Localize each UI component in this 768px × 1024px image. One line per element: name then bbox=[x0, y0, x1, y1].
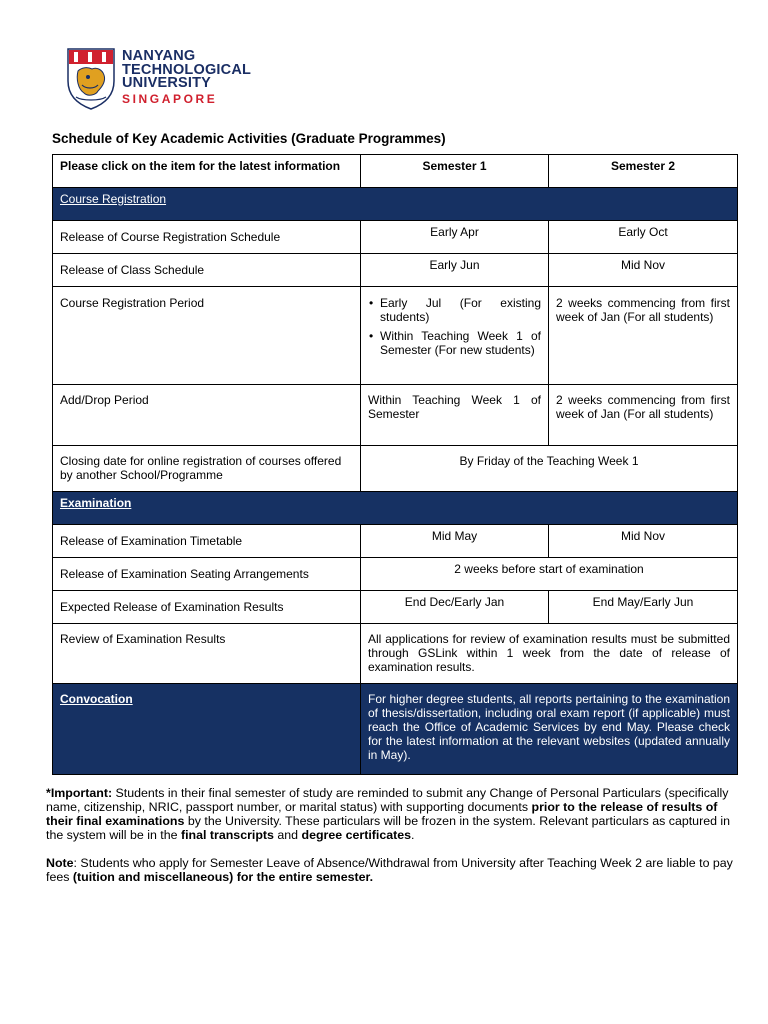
note-emphasis: prior to the release of results of their final examinations bbox=[46, 800, 718, 828]
university-crest-icon bbox=[66, 47, 116, 111]
document-title: Schedule of Key Academic Activities (Graduate Programmes) bbox=[52, 131, 446, 146]
logo-line-4: SINGAPORE bbox=[122, 91, 218, 106]
row-label: Release of Examination Seating Arrangements bbox=[53, 558, 361, 591]
note-text: . bbox=[411, 828, 415, 842]
header-semester-1: Semester 1 bbox=[361, 155, 549, 188]
section-row-convocation bbox=[53, 684, 738, 775]
convocation-link[interactable]: Convocation bbox=[60, 692, 133, 706]
header-semester-2: Semester 2 bbox=[549, 155, 738, 188]
list-item: • Early Jul (For existing students) bbox=[380, 296, 541, 324]
row-label: Release of Examination Timetable bbox=[53, 525, 361, 558]
row-label: Release of Class Schedule bbox=[53, 254, 361, 287]
row-both-semesters: For higher degree students, all reports pertaining to the examination of thesis/dissertation, including oral exam report (if applicable) must reach the Office of Academic Services by end May. Please check for the latest information at the relevant websites (updated annually in May). bbox=[361, 684, 738, 775]
logo-line-3: UNIVERSITY bbox=[122, 75, 212, 91]
important-label: *Important: bbox=[46, 786, 113, 800]
note-text: and bbox=[273, 828, 302, 842]
logo-line-2: TECHNOLOGICAL bbox=[122, 61, 252, 78]
row-sem2: Mid Nov bbox=[549, 525, 738, 558]
row-sem2: 2 weeks commencing from first week of Jan (For all students) bbox=[549, 287, 738, 385]
note-emphasis: (tuition and miscellaneous) for the entire semester. bbox=[72, 870, 374, 884]
row-both-semesters: All applications for review of examination results must be submitted through GSLink within 1 week from the date of release of examination results. bbox=[361, 624, 738, 684]
logo-wordmark bbox=[122, 50, 251, 106]
section-row-course-registration bbox=[53, 188, 738, 221]
table-row bbox=[53, 446, 738, 492]
row-sem1: Early Apr bbox=[361, 221, 549, 254]
course-reg-period-list bbox=[368, 296, 541, 357]
notes-section bbox=[46, 786, 743, 898]
logo-line-1: NANYANG bbox=[122, 48, 196, 64]
note-emphasis: final transcripts bbox=[180, 828, 274, 842]
table-row bbox=[53, 254, 738, 287]
row-sem1: Within Teaching Week 1 of Semester bbox=[361, 385, 549, 446]
row-label: Release of Course Registration Schedule bbox=[53, 221, 361, 254]
important-note bbox=[46, 786, 743, 842]
row-sem2: Mid Nov bbox=[549, 254, 738, 287]
table-header-row bbox=[53, 155, 738, 188]
note-text: : Students who apply for Semester Leave of Absence/Withdrawal from University after Teaching Week 2 are liable to pay fees bbox=[46, 856, 733, 884]
table-row bbox=[53, 221, 738, 254]
note-emphasis: degree certificates bbox=[301, 828, 412, 842]
row-label: Expected Release of Examination Results bbox=[53, 591, 361, 624]
table-row bbox=[53, 385, 738, 446]
row-sem2: 2 weeks commencing from first week of Jan (For all students) bbox=[549, 385, 738, 446]
row-sem2: Early Oct bbox=[549, 221, 738, 254]
schedule-table bbox=[52, 154, 738, 775]
table-row bbox=[53, 287, 738, 385]
table-row bbox=[53, 624, 738, 684]
fees-note bbox=[46, 856, 743, 884]
table-row bbox=[53, 558, 738, 591]
course-registration-link[interactable]: Course Registration bbox=[60, 192, 167, 206]
row-sem1: End Dec/Early Jan bbox=[361, 591, 549, 624]
row-both-semesters: By Friday of the Teaching Week 1 bbox=[361, 446, 738, 492]
examination-link[interactable]: Examination bbox=[60, 496, 132, 510]
list-item: • Within Teaching Week 1 of Semester (For new students) bbox=[380, 329, 541, 357]
table-row bbox=[53, 591, 738, 624]
row-label: Course Registration Period bbox=[53, 287, 361, 385]
row-label: Closing date for online registration of courses offered by another School/Programme bbox=[53, 446, 361, 492]
ntu-logo bbox=[66, 47, 266, 113]
row-label: Add/Drop Period bbox=[53, 385, 361, 446]
row-sem2: End May/Early Jun bbox=[549, 591, 738, 624]
row-sem1 bbox=[361, 287, 549, 385]
row-label: Review of Examination Results bbox=[53, 624, 361, 684]
section-row-examination bbox=[53, 492, 738, 525]
note-text: by the University. These particulars will be frozen in the system. Relevant particulars as captured in the system will be in the bbox=[46, 814, 731, 842]
table-row bbox=[53, 525, 738, 558]
note-text: Students in their final semester of study are reminded to submit any Change of Personal Particulars (specifically name, citizenship, NRIC, passport number, or marital status) with supporting documents bbox=[46, 786, 729, 814]
header-item: Please click on the item for the latest information bbox=[53, 155, 361, 188]
row-sem1: Mid May bbox=[361, 525, 549, 558]
note-label: Note bbox=[46, 856, 74, 870]
row-both-semesters: 2 weeks before start of examination bbox=[361, 558, 738, 591]
row-sem1: Early Jun bbox=[361, 254, 549, 287]
